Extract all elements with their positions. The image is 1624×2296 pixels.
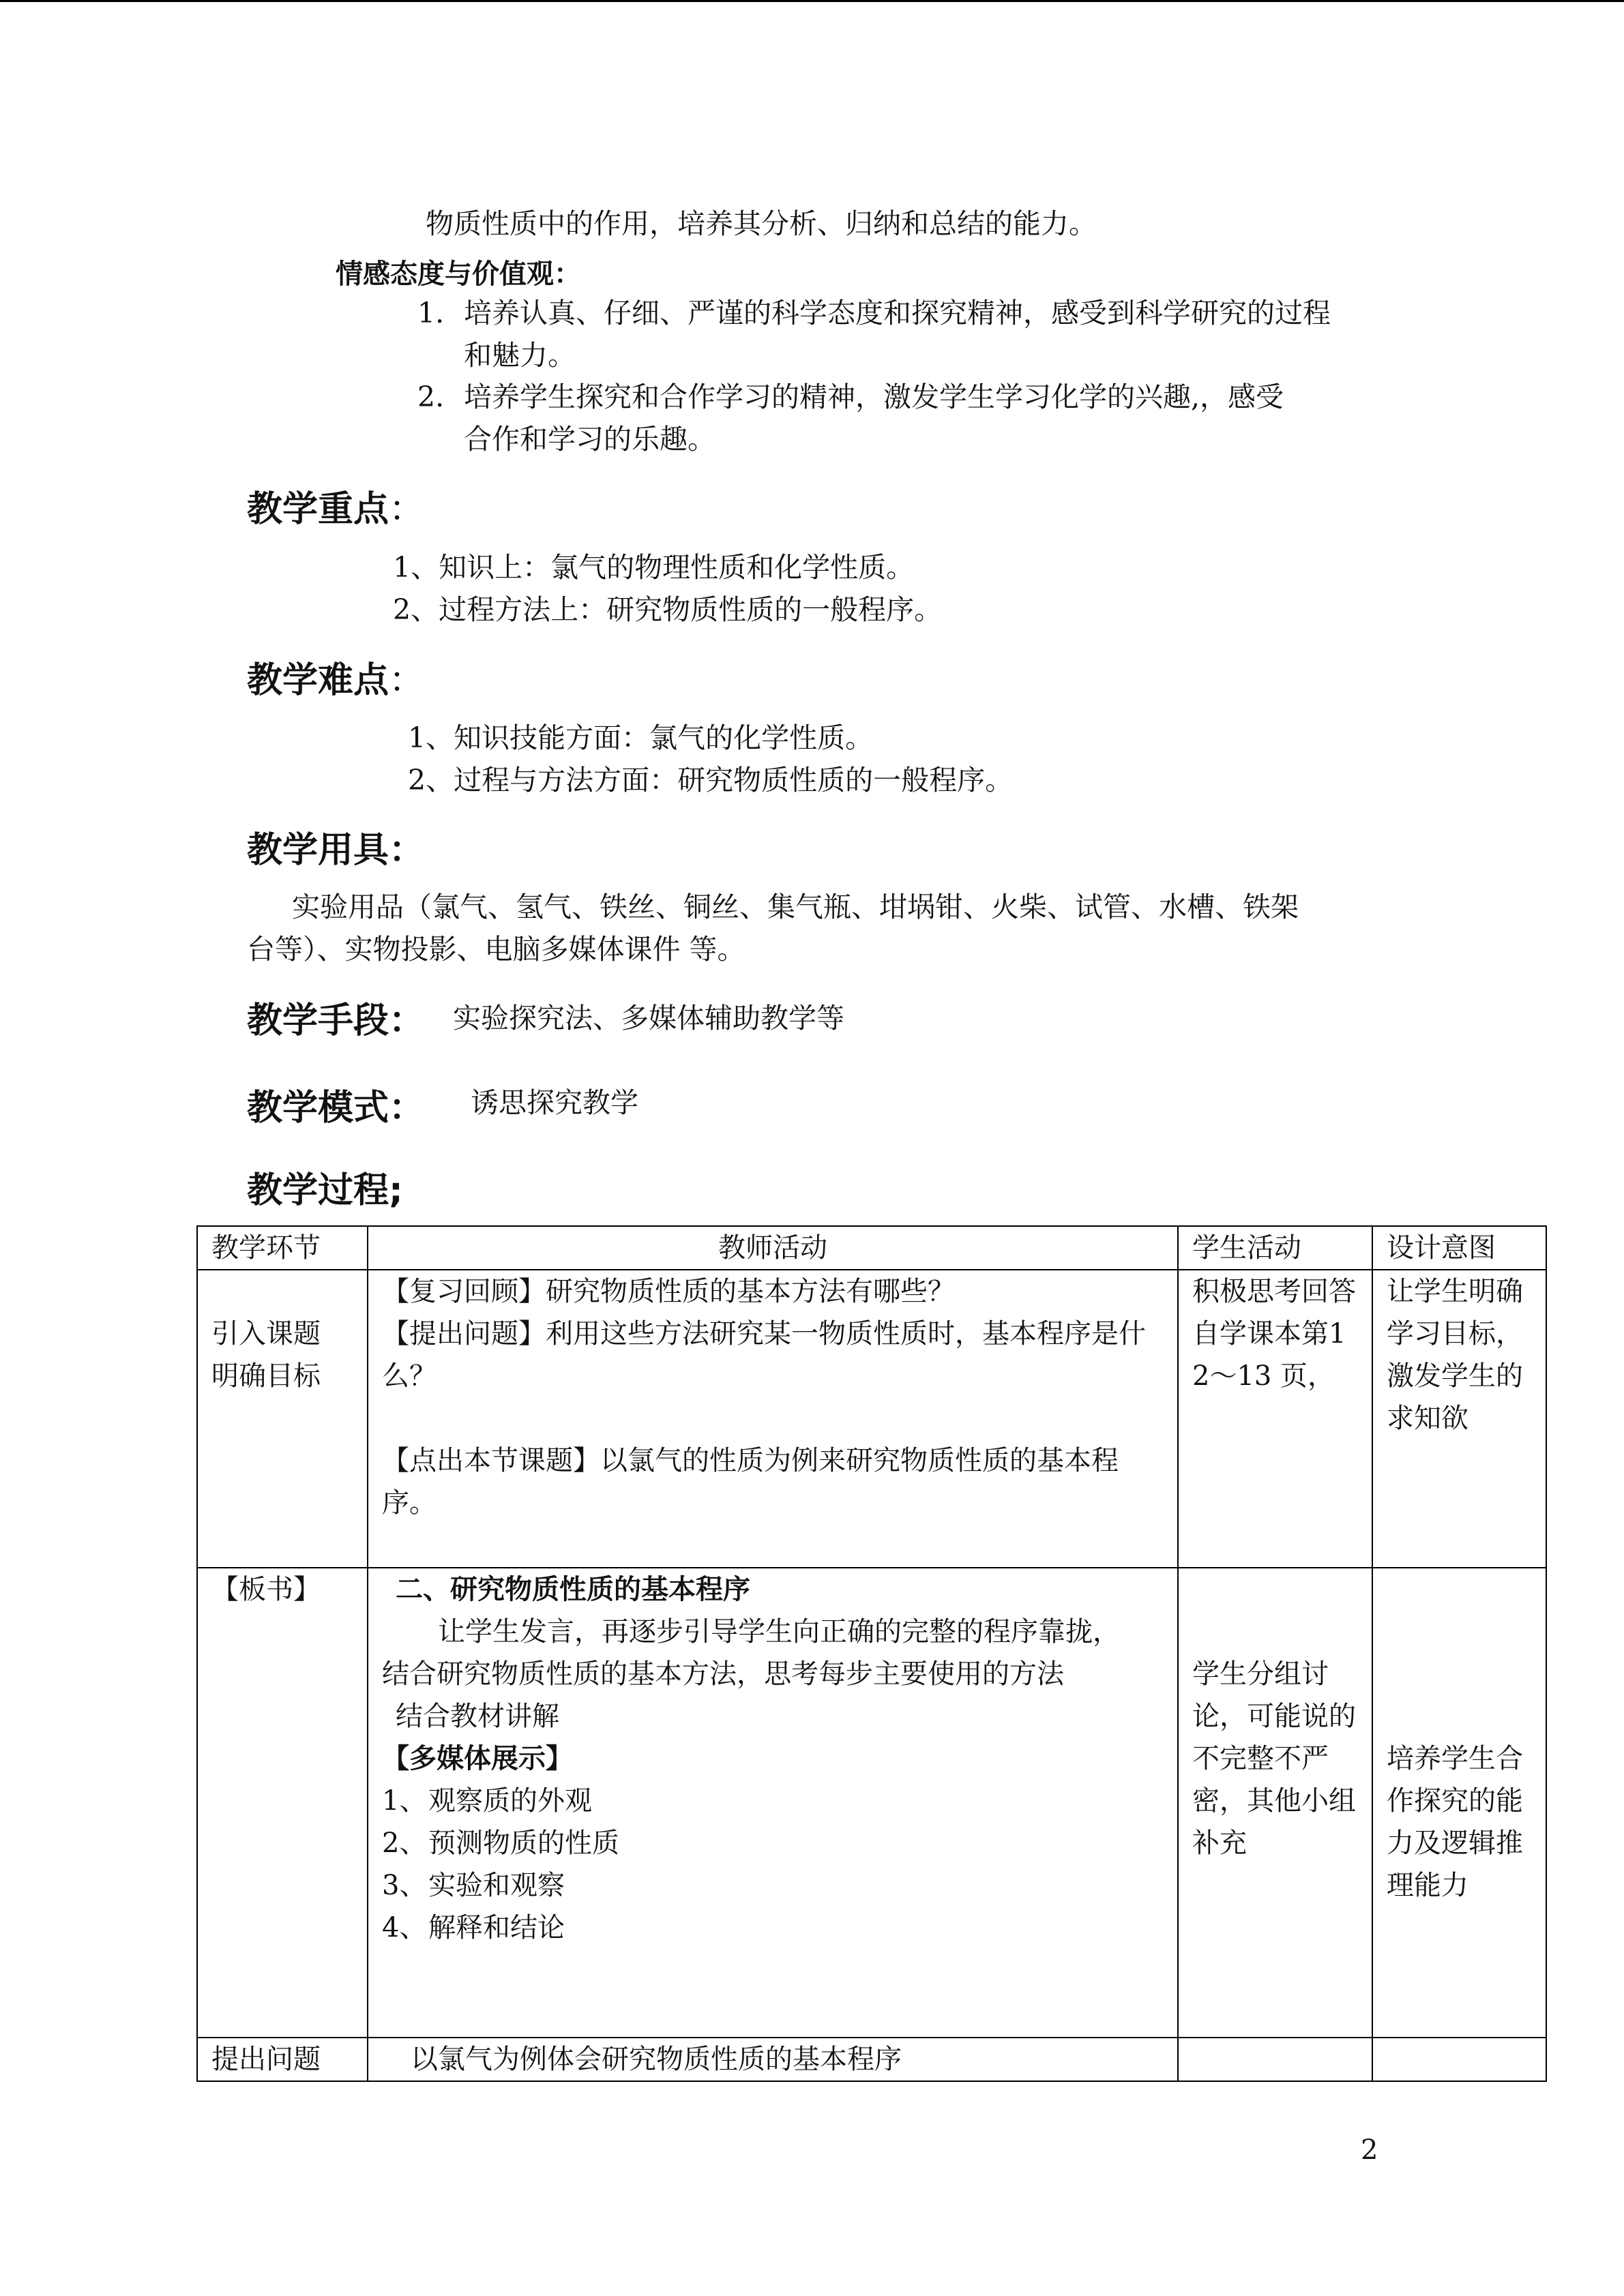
row2-step-2 [382,1822,1164,1864]
table-header-row [197,1226,1546,1270]
row1-stage [197,1270,368,1568]
table-row [197,2038,1546,2081]
emotion-item-2 [417,376,1284,460]
row2-teacher-para-2: 结合研究物质性质的基本方法，思考每步主要使用的方法 [382,1658,1064,1690]
row2-teacher-para-1: 让学生发言，再逐步引导学生向正确的完整的程序靠拢， [438,1616,1120,1648]
row1-stage-line-1: 引入课题 [211,1318,321,1350]
difficult-points-heading [247,651,424,702]
key-point-1: 1、知识上：氯气的物理性质和化学性质。 [393,551,915,584]
row2-step-1-text: 观察质的外观 [428,1785,592,1817]
key-point-2: 2、过程方法上：研究物质性质的一般程序。 [393,593,943,626]
means-value: 实验探究法、多媒体辅助教学等 [453,1002,844,1034]
key-points-colon: ： [389,489,425,530]
means-title: 教学手段： [247,1000,425,1041]
key-points-title: 教学重点 [247,489,389,530]
row2-step-3-num: 3、 [382,1870,427,1901]
row2-step-1-num: 1、 [382,1785,427,1817]
row2-student: 学生分组讨论，可能说的不完整不严密，其他小组补充 [1178,1568,1372,2038]
row1-teacher-topic: 【点出本节课题】以氯气的性质为例来研究物质性质的基本程序。 [382,1445,1119,1519]
header-stage: 教学环节 [197,1226,368,1270]
row1-teacher [368,1270,1178,1568]
process-table [196,1225,1547,2082]
emotion-item-1-num: 1. [417,297,445,329]
row3-intent [1372,2038,1546,2081]
row3-teacher: 以氯气为例体会研究物质性质的基本程序 [368,2038,1178,2081]
row2-step-4 [382,1907,1164,1949]
row1-student [1178,1270,1372,1568]
mode-value: 诱思探究教学 [471,1086,638,1119]
key-points-heading [247,480,424,531]
difficult-point-1: 1、知识技能方面：氯气的化学性质。 [408,721,874,754]
mode-title: 教学模式： [247,1088,425,1129]
row2-media-title: 【多媒体展示】 [382,1743,573,1774]
row2-teacher-para-3: 结合教材讲解 [396,1701,559,1732]
row2-step-3-text: 实验和观察 [428,1870,565,1901]
emotion-title: 情感态度与价值观： [336,258,581,290]
process-title: 教学过程; [247,1170,403,1211]
header-intent: 设计意图 [1372,1226,1546,1270]
row2-step-1 [382,1780,1164,1822]
tools-line-1: 实验用品（氯气、氢气、铁丝、铜丝、集气瓶、坩埚钳、火柴、试管、水槽、铁架 [292,891,1299,923]
page-number: 2 [1361,2134,1378,2166]
row2-step-4-text: 解释和结论 [428,1912,565,1943]
row3-student [1178,2038,1372,2081]
emotion-item-1-line-2: 和魅力。 [464,339,576,372]
emotion-item-2-num: 2. [417,381,445,413]
row1-stage-line-2: 明确目标 [211,1360,321,1392]
page-top-border [0,0,1624,2]
difficult-points-title: 教学难点 [247,660,389,701]
row1-intent: 让学生明确学习目标，激发学生的求知欲 [1372,1270,1546,1568]
row1-teacher-review: 【复习回顾】研究物质性质的基本方法有哪些？ [382,1276,955,1307]
header-student: 学生活动 [1178,1226,1372,1270]
table-row [197,1270,1546,1568]
row2-step-2-num: 2、 [382,1828,427,1859]
row1-student-line-2: 自学课本第12～13 页， [1192,1318,1346,1392]
row3-stage: 提出问题 [197,2038,368,2081]
emotion-item-2-line-2: 合作和学习的乐趣。 [464,423,715,456]
emotion-item-1 [417,292,1331,376]
table-row [197,1568,1546,2038]
header-teacher: 教师活动 [368,1226,1178,1270]
row2-teacher [368,1568,1178,2038]
emotion-item-2-line-1: 培养学生探究和合作学习的精神，激发学生学习化学的兴趣,，感受 [464,381,1284,413]
row1-student-line-1: 积极思考回答 [1192,1276,1356,1307]
tools-line-2: 台等）、实物投影、电脑多媒体课件 等。 [247,933,745,966]
row2-step-3 [382,1864,1164,1907]
objective-continued-line: 物质性质中的作用，培养其分析、归纳和总结的能力。 [426,207,1097,240]
difficult-points-colon: ： [389,660,425,701]
row1-teacher-question: 【提出问题】利用这些方法研究某一物质性质时，基本程序是什么？ [382,1318,1146,1392]
row2-step-2-text: 预测物质的性质 [428,1828,619,1859]
row2-stage: 【板书】 [197,1568,368,2038]
row2-teacher-heading: 二、研究物质性质的基本程序 [396,1574,750,1605]
difficult-point-2: 2、过程与方法方面：研究物质性质的一般程序。 [408,764,1014,796]
emotion-item-1-line-1: 培养认真、仔细、严谨的科学态度和探究精神，感受到科学研究的过程 [464,297,1331,329]
row2-intent: 培养学生合作探究的能力及逻辑推理能力 [1372,1568,1546,2038]
row2-step-4-num: 4、 [382,1912,427,1943]
tools-title: 教学用具： [247,830,425,871]
